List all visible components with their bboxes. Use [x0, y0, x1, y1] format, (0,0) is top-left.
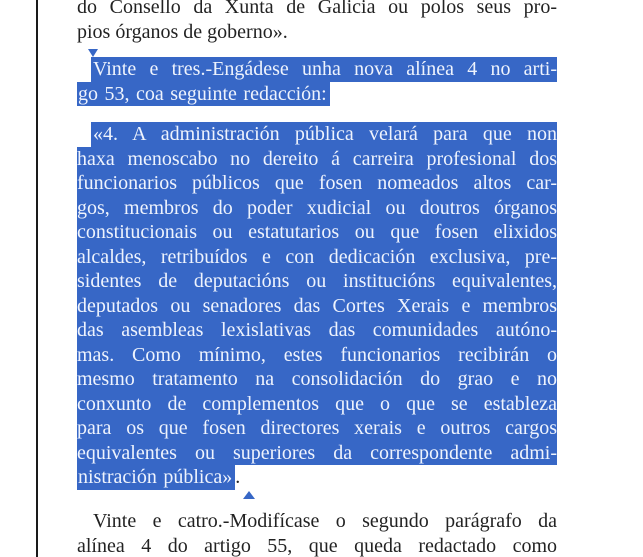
text-line[interactable]: alínea 4 do artigo 55, que queda redactado como [77, 534, 557, 557]
paragraph [77, 509, 557, 557]
text-line[interactable]: haxa menoscabo no dereito á carreira profesional dos [77, 147, 557, 170]
text-line[interactable] [77, 465, 557, 490]
text-line[interactable]: mas. Como mínimo, estes funcionarios recibirán o [77, 343, 557, 366]
text-line[interactable]: gos, membros do poder xudicial ou doutros órganos [77, 196, 557, 219]
text-line[interactable]: deputados ou senadores das Cortes Xerais e membros [77, 294, 557, 317]
selection-end-handle[interactable] [243, 491, 255, 499]
text-line[interactable]: sidentes de deputacións ou institucións equivalentes, [77, 270, 557, 292]
selection-start-handle[interactable] [88, 49, 98, 57]
page-border-rule [36, 0, 38, 557]
text-line[interactable]: para os que fosen directores xerais e outros cargos [77, 417, 557, 439]
text-line[interactable]: Vinte e catro.-Modifícase o segundo parágrafo da [93, 510, 557, 532]
text-line[interactable]: equivalentes ou superiores da correspondente admi- [77, 441, 557, 464]
text-line[interactable]: funcionarios públicos que fosen nomeados altos car- [77, 172, 557, 194]
text-line[interactable]: pios órganos de goberno». [77, 20, 288, 43]
text-line[interactable] [77, 82, 557, 107]
text-line[interactable]: do Consello da Xunta de Galicia ou polos seus pro- [77, 0, 557, 18]
paragraph [77, 0, 557, 44]
selected-paragraph [77, 122, 557, 490]
text-line[interactable]: constitucionais ou estatutarios ou que fosen elixidos [77, 221, 557, 243]
unselected-period[interactable]: . [235, 466, 241, 488]
selected-paragraph [77, 57, 557, 106]
selected-text[interactable]: go 53, coa seguinte redacción: [77, 82, 330, 107]
text-line[interactable]: alcaldes, retribuídos e con dedicación exclusiva, pre- [77, 245, 557, 268]
text-line[interactable]: das asembleas lexislativas das comunidades autóno- [77, 319, 557, 341]
text-line[interactable]: conxunto de complementos que o que se estableza [77, 392, 557, 415]
text-line[interactable]: «4. A administración pública velará para que non [93, 123, 557, 145]
text-line[interactable]: mesmo tratamento na consolidación do grao e no [77, 368, 557, 390]
selected-text[interactable]: nistración pública» [77, 465, 235, 490]
text-line[interactable]: Vinte e tres.-Engádese unha nova alínea 4 no arti- [93, 58, 557, 80]
